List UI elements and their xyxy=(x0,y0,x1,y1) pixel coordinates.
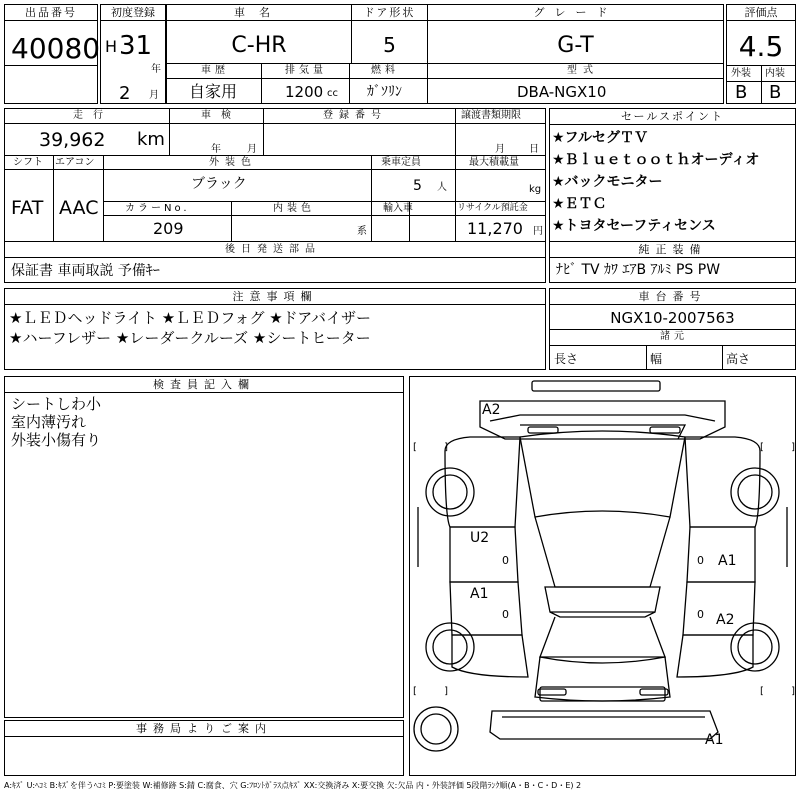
transfer-day-unit: 日 xyxy=(529,144,539,155)
history-label: 車歴 xyxy=(201,65,229,76)
inspector-label: 検査員記入欄 xyxy=(5,377,403,393)
mileage-label: 走行 xyxy=(73,110,113,121)
inspection-year-unit: 年 xyxy=(211,144,221,155)
inspector-line-2: 室内薄汚れ xyxy=(11,413,87,431)
office-box xyxy=(4,720,404,776)
doors-value: 5 xyxy=(383,33,396,57)
first-reg-box xyxy=(100,4,166,104)
history-row xyxy=(166,63,724,104)
later-parts-box xyxy=(4,257,546,283)
lot-label: 出品番号 xyxy=(5,5,97,21)
sales-point-3: ★バックモニター xyxy=(552,174,663,190)
zero-left-rear: 0 xyxy=(502,608,509,621)
name-box xyxy=(166,4,352,64)
mark-left-rear-door: A1 xyxy=(470,586,489,602)
import-label: 輸入車 xyxy=(383,203,413,214)
transfer-month-unit: 月 xyxy=(495,144,505,155)
inspector-box xyxy=(4,376,404,718)
load-label: 最大積載量 xyxy=(469,157,519,168)
ac-value: AAC xyxy=(59,197,99,219)
car-diagram xyxy=(410,377,795,775)
zero-right-rear: 0 xyxy=(697,608,704,621)
score-box xyxy=(726,4,796,104)
displacement-value: 1200 xyxy=(285,83,324,101)
grade-value: G-T xyxy=(557,33,594,58)
color-no-label: カラーNo. xyxy=(125,203,190,214)
recycle-value: 11,270 xyxy=(467,219,523,238)
lot-box xyxy=(4,4,101,104)
inspection-label: 車検 xyxy=(201,110,241,121)
grade-box xyxy=(427,4,724,64)
zero-right-front: 0 xyxy=(697,554,704,567)
bracket-front-left: [ ] xyxy=(413,442,460,453)
doors-label: ドア形状 xyxy=(352,5,427,21)
height-label: 高さ xyxy=(726,352,751,366)
model-value: DBA-NGX10 xyxy=(517,83,607,101)
bracket-rear-right: [ ] xyxy=(760,686,807,697)
mileage-unit: km xyxy=(137,129,165,150)
reg-year: 31 xyxy=(119,31,153,61)
mark-right-front-door: A1 xyxy=(718,553,737,569)
equip-label: 純正装備 xyxy=(550,242,795,258)
first-reg-label: 初度登録 xyxy=(101,5,165,21)
month-unit: 月 xyxy=(149,90,159,101)
recycle-label: リサイクル預託金 xyxy=(457,203,528,213)
inspector-line-1: シートしわ小 xyxy=(11,395,102,413)
caution-line-1: ★ＬＥＤヘッドライト ★ＬＥＤフォグ ★ドアバイザー xyxy=(9,309,372,327)
ac-label: エアコン xyxy=(55,157,95,168)
zero-left-front: 0 xyxy=(502,554,509,567)
sales-point-4: ★ＥＴＣ xyxy=(552,196,607,212)
sales-label: セールスポイント xyxy=(550,109,795,125)
color-label: 外装色 xyxy=(209,157,257,168)
mark-right-rear-door: A2 xyxy=(716,612,735,628)
score-label: 評価点 xyxy=(727,5,795,21)
caution-line-2: ★ハーフレザー ★レーダークルーズ ★シートヒーター xyxy=(9,329,371,347)
color-no-value: 209 xyxy=(153,219,184,238)
length-label: 長さ xyxy=(554,352,579,366)
interior-color-unit: 系 xyxy=(357,226,367,237)
capacity-value: 5 xyxy=(413,178,422,194)
mileage-value: 39,962 xyxy=(39,129,106,151)
exterior-score: B xyxy=(735,82,748,103)
model-label: 型式 xyxy=(567,65,599,76)
chassis-value: NGX10-2007563 xyxy=(610,309,735,327)
capacity-label: 乗車定員 xyxy=(381,157,421,168)
load-unit: kg xyxy=(529,184,542,195)
sales-point-5: ★トヨタセーフティセンス xyxy=(552,218,716,234)
sales-box xyxy=(549,108,796,242)
doors-box xyxy=(351,4,428,64)
reg-month: 2 xyxy=(119,83,131,104)
width-label: 幅 xyxy=(650,352,663,366)
inspection-month-unit: 月 xyxy=(247,144,257,155)
car-diagram-box xyxy=(409,376,807,776)
mark-front: A2 xyxy=(482,402,501,418)
equip-box xyxy=(549,241,796,283)
recycle-unit: 円 xyxy=(533,226,543,237)
history-value: 自家用 xyxy=(189,82,238,101)
interior-score: B xyxy=(769,82,782,103)
fuel-value: ｶﾞｿﾘﾝ xyxy=(367,84,402,100)
reg-no-label: 登録番号 xyxy=(323,110,387,121)
sales-point-2: ★Ｂｌｕｅｔｏｏｔｈオーディオ xyxy=(552,152,760,168)
interior-label: 内装 xyxy=(765,68,785,79)
year-unit: 年 xyxy=(151,64,161,75)
color-value: ブラック xyxy=(191,176,247,192)
name-label: 車名 xyxy=(167,5,351,21)
mark-left-front-door: U2 xyxy=(470,530,490,546)
chassis-box xyxy=(549,288,796,370)
grade-label: グレード xyxy=(428,5,723,21)
inspector-line-3: 外装小傷有り xyxy=(11,431,102,449)
displacement-unit: cc xyxy=(327,88,338,99)
mark-rear: A1 xyxy=(705,732,724,748)
shift-label: シフト xyxy=(13,157,43,168)
exterior-label: 外装 xyxy=(731,68,751,79)
capacity-unit: 人 xyxy=(437,182,447,193)
chassis-label: 車台番号 xyxy=(550,289,795,305)
caution-box xyxy=(4,288,546,370)
specs-label: 諸元 xyxy=(660,331,688,342)
sales-point-1: ★フルセグＴＶ xyxy=(552,130,648,146)
bracket-rear-left: [ ] xyxy=(413,686,460,697)
car-name: C-HR xyxy=(231,33,287,58)
later-value: 保証書 車両取説 予備ｷｰ xyxy=(11,263,160,279)
caution-label: 注意事項欄 xyxy=(5,289,545,305)
fuel-label: 燃料 xyxy=(371,65,399,76)
lot-number: 40080 xyxy=(11,32,101,65)
later-label: 後日発送部品 xyxy=(225,244,321,255)
displacement-label: 排気量 xyxy=(285,65,327,76)
equip-value: ﾅﾋﾞ TV ｶﾜ ｴｱB ｱﾙﾐ PS PW xyxy=(556,262,721,278)
mileage-section xyxy=(4,108,546,258)
era: H xyxy=(105,37,118,56)
shift-value: FAT xyxy=(11,197,44,219)
interior-color-label: 内装色 xyxy=(273,203,315,214)
office-label: 事務局よりご案内 xyxy=(5,721,403,737)
score-value: 4.5 xyxy=(738,30,784,63)
bracket-front-right: [ ] xyxy=(760,442,807,453)
legend: A:ｷｽﾞ U:ﾍｺﾐ B:ｷｽﾞを伴うﾍｺﾐ P:要塗装 W:補修跡 S:錆 C:腐食、穴 G:ﾌﾛﾝﾄｶﾞﾗｽ点ｷｽﾞ XX:交換済み X:要交換 欠:欠品 内・外装評価 5段階ﾗﾝｸ順(A・B・C・D・E) 2 xyxy=(4,781,582,790)
transfer-label: 譲渡書類期限 xyxy=(461,110,521,121)
